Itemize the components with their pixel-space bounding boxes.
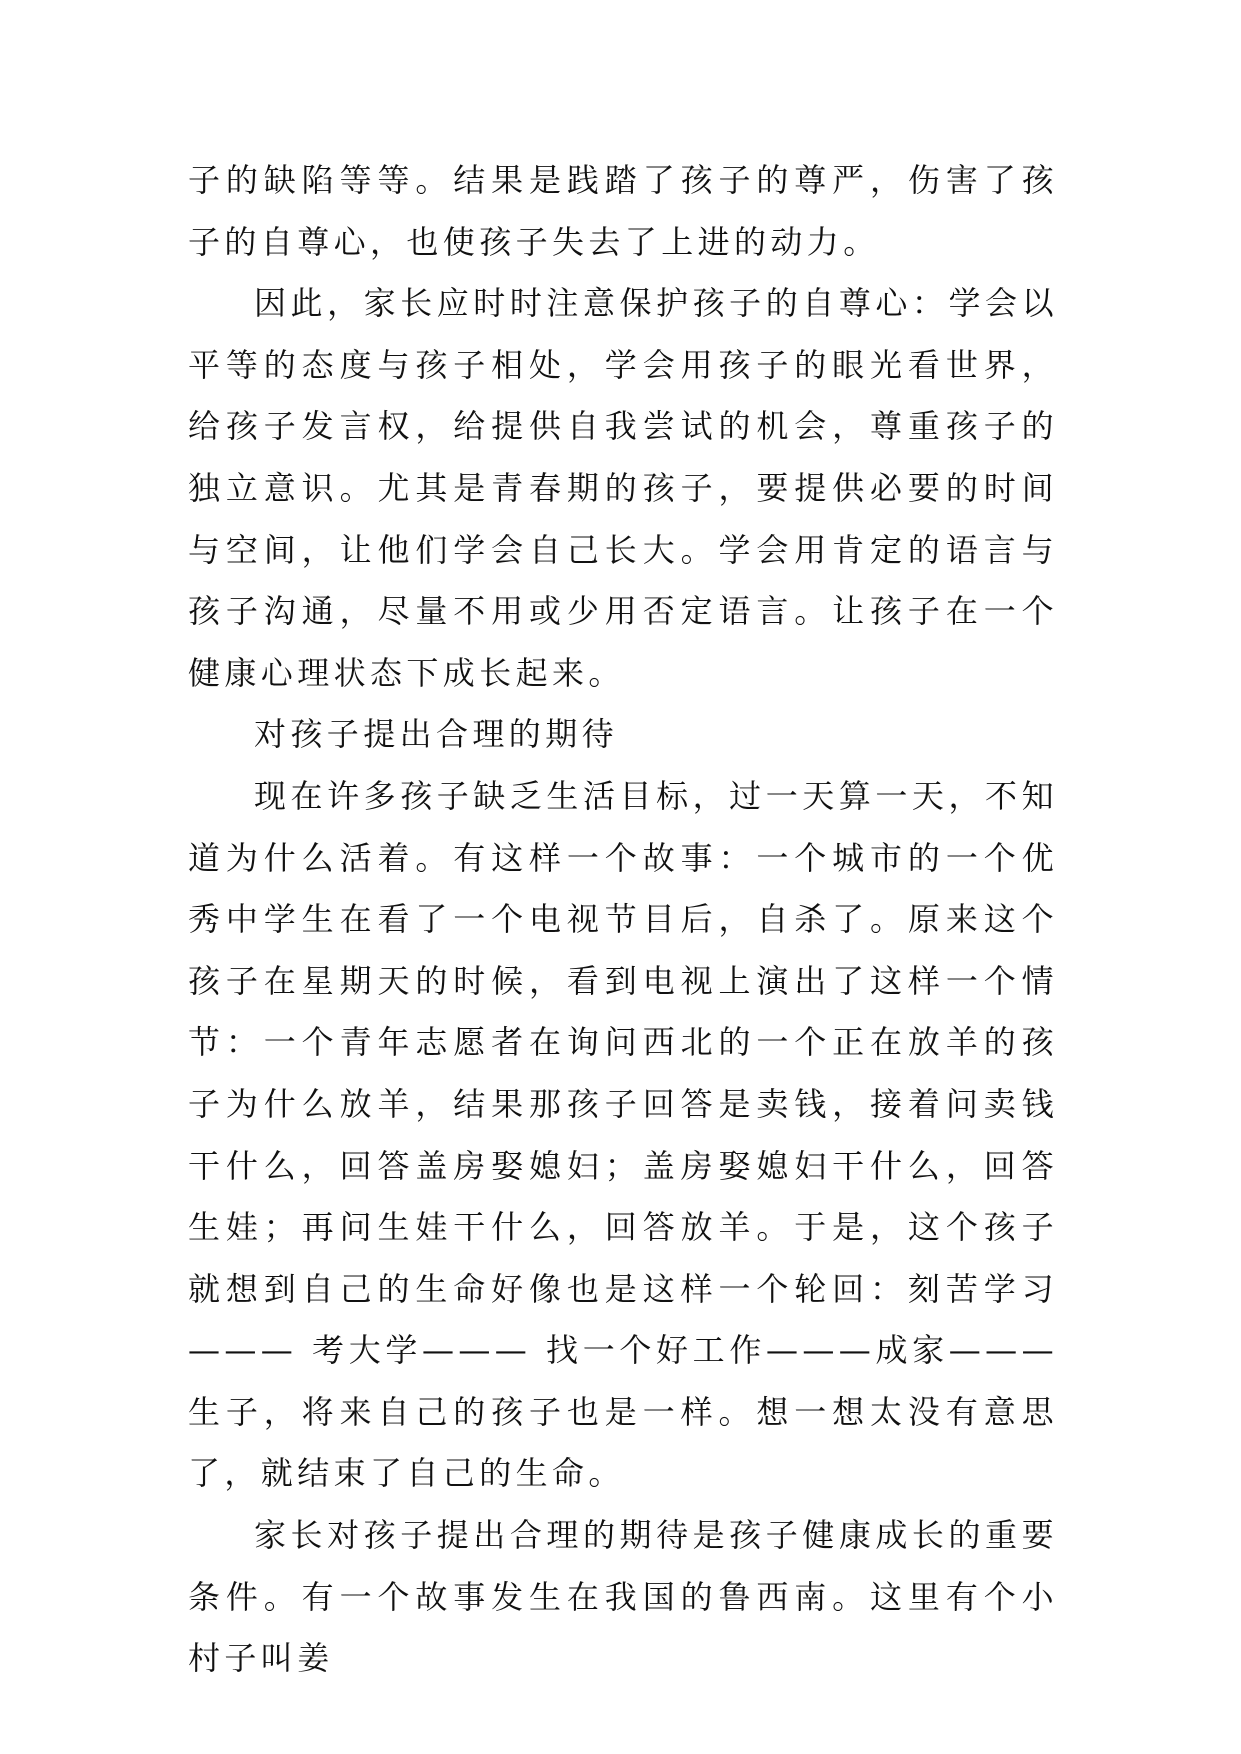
paragraph-3: 现在许多孩子缺乏生活目标，过一天算一天，不知道为什么活着。有这样一个故事：一个城市的一个优秀中学生在看了一个电视节目后，自杀了。原来这个孩子在星期天的时候，看到电视上演出了这样一个情节：一个青年志愿者在询问西北的一个正在放羊的孩子为什么放羊，结果那孩子回答是卖钱，接着问卖钱干什么，回答盖房娶媳妇；盖房娶媳妇干什么，回答生娃；再问生娃干什么，回答放羊。于是，这个孩子就想到自己的生命好像也是这样一个轮回：刻苦学习——— 考大学——— 找一个好工作———成家——— 生子，将来自己的孩子也是一样。想一想太没有意思了，就结束了自己的生命。 [188,776,1058,1493]
paragraph-1: 子的缺陷等等。结果是践踏了孩子的尊严，伤害了孩子的自尊心，也使孩子失去了上进的动力。 [188,161,1058,261]
document-body [188,150,1058,1690]
paragraph-2: 因此，家长应时时注意保护孩子的自尊心：学会以平等的态度与孩子相处，学会用孩子的眼光看世界，给孩子发言权，给提供自我尝试的机会，尊重孩子的独立意识。尤其是青春期的孩子，要提供必要的时间与空间，让他们学会自己长大。学会用肯定的语言与孩子沟通，尽量不用或少用否定语言。让孩子在一个健康心理状态下成长起来。 [188,284,1058,692]
paragraph-4: 家长对孩子提出合理的期待是孩子健康成长的重要条件。有一个故事发生在我国的鲁西南。这里有个小村子叫姜 [188,1516,1058,1678]
section-heading: 对孩子提出合理的期待 [254,715,619,754]
